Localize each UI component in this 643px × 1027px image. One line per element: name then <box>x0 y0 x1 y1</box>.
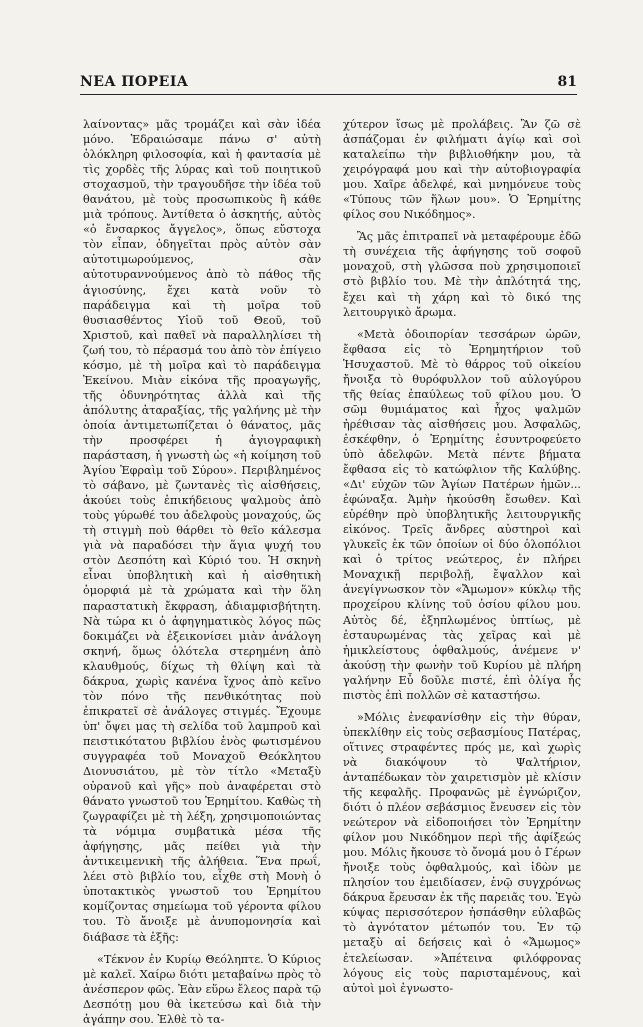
paragraph: χύτερον ἴσως μὲ προλάβεις. Ἂν ζῶ σὲ ἀσπάζομαι ἐν φιλήματι ἁγίῳ καὶ σοὶ καταλείπω τὴν βιβλιοθήκην μου, τὰ χειρόγραφά μου καὶ τὴν αὐτοβιογραφία μου. Χαῖρε ἀδελφέ, καὶ μνημόνευε τοὺς «Τύπους τῶν ἥλων μου». Ὁ Ἐρημίτης φίλος σου Νικόδημος». <box>343 118 581 222</box>
paragraph: Ἂς μᾶς ἐπιτραπεῖ νὰ μεταφέρουμε ἐδῶ τὴ συνέχεια τῆς ἀφήγησης τοῦ σοφοῦ μοναχοῦ, στὴ γλῶσσα ποὺ χρησιμοποιεῖ στὸ βιβλίο του. Μὲ τὴν ἁπλότητά της, ἔχει καὶ τὴ χάρη καὶ τὸ δικό της λειτουργικὸ ἄρωμα. <box>343 230 581 319</box>
right-column <box>343 117 581 997</box>
paragraph: λαίνοντας» μᾶς τρομάζει καὶ σὰν ἰδέα μόνο. Ἐδραιώσαμε πάνω σ' αὐτὴ ὁλόκληρη φιλοσοφία, καὶ ἡ φαντασία μὲ τὶς χορδὲς τῆς λύρας καὶ τοῦ ποιητικοῦ στοχασμοῦ, τὴν τραγουδῆσε τὴν ἰδέα τοῦ θανάτου, μὲ τοὺς προσωπικοὺς ἢ κάθε μιὰ τρόπους. Ἀντίθετα ὁ ἀσκητής, αὐτὸς «ὁ ἔνσαρκος ἄγγελος», ὅπως εὔστοχα τὸν εἶπαν, ὁδηγεῖται πρὸς αὐτὸν σὰν αὐτοτιμωρούμενος, σὰν αὐτοτυραννούμενος ἀπὸ τὸ πάθος τῆς ἁγιοσύνης, ἔχει κατὰ νοῦν τὸ παράδειγμα καὶ τὴ μοῖρα τοῦ θυσιασθέντος Υἱοῦ τοῦ Θεοῦ, τοῦ Χριστοῦ, καὶ παθεῖ νὰ παραλληλίσει τὴ ζωή του, τὸ πέρασμά του ἀπὸ τὸν ἐπίγειο κόσμο, μὲ τὴ μοῖρα καὶ τὸ παράδειγμα Ἐκείνου. Μιὰν εἰκόνα τῆς προαγωγῆς, τῆς ὀδυνηρότητας ἀλλὰ καὶ τῆς ἀπόλυτης ἀταραξίας, τῆς γαλήνης μὲ τὴν ὁποία ἀντιμετωπίζεται ὁ θάνατος, μᾶς τὴν προσφέρει ἡ ἁγιογραφικὴ παράσταση, ἡ γνωστὴ ὡς «ἡ κοίμηση τοῦ Ἁγίου Ἐφραὶμ τοῦ Σύρου». Περιβλημένος τὸ σάβανο, μὲ ζωντανὲς τὶς αἰσθήσεις, ἀκούει τοὺς ἐπικήδειους ψαλμοὺς ἀπὸ τοὺς γύρωθέ του ἀδελφοὺς μοναχούς, ὥς τὴ στιγμὴ ποὺ θάρθει τὸ θεῖο κάλεσμα γιὰ νὰ παραδόσει τὴν ἅγια ψυχή του στὸν Δεσπότη καὶ Κύριό του. Ἡ σκηνὴ εἶναι ὑποβλητικὴ καὶ ἡ αἰσθητικὴ ὁμορφιά μὲ τὰ χρώματα καὶ τὴν ὅλη παραστατικὴ ἔκφραση, ἀδιαμφισβήτητη. Νὰ τώρα κι ὁ ἀφηγηματικὸς λόγος πῶς δοκιμάζει νὰ ἐξεικονίσει μιὰν ἀνάλογη σκηνή, ὅμως ὁλότελα στερημένη ἀπὸ κλαυθμούς, δίχως τὴ θλίψη καὶ τὰ δάκρυα, χωρὶς κανένα ἴχνος ἀπὸ κεῖνο τὸν πόνο τῆς πενθικότητας ποὺ ἐπικρατεῖ σὲ ἀνάλογες στιγμές. Ἔχουμε ὑπ' ὄψει μας τὴ σελίδα τοῦ λαμπροῦ καὶ πειστικότατου βιβλίου ἑνὸς φωτισμένου συγγραφέα τοῦ Μοναχοῦ Θεόκλητου Διονυσιάτου, μὲ τὸν τίτλο «Μεταξὺ οὐρανοῦ καὶ γῆς» ποὺ ἀναφέρεται στὸ θάνατο γνωστοῦ του Ἐρημίτου. Καθὼς τὴ ζωγραφίζει μὲ τὴ λέξη, χρησιμοποιώντας τὰ νόμιμα συμβατικὰ μέσα τῆς ἀφήγησης, μᾶς πείθει γιὰ τὴν ἀντικειμενικὴ τῆς ἀλήθεια. Ἕνα πρωΐ, λέει στὸ βιβλίο του, εἶχθε στὴ Μονὴ ὁ ὑποτακτικὸς γνωστοῦ του Ἐρημίτου κομίζοντας σημείωμα τοῦ γέροντα φίλου του. Τὸ ἄνοιξε μὲ ἀνυπομονησία καὶ διάβασε τὰ ἑξῆς: <box>83 118 321 944</box>
paragraph: «Μετὰ ὁδοιπορίαν τεσσάρων ὡρῶν, ἔφθασα εἰς τὸ Ἐρημητήριον τοῦ Ἡσυχαστοῦ. Μὲ τὸ θάρρος τοῦ οἰκείου ἤνοιξα τὸ θυρόφυλλον τοῦ αὐλογύρου τῆς θείας ἐπαύλεως τοῦ φίλου μου. Ὁ σῶμ θυμιάματος καὶ ἦχος ψαλμῶν ἠρέθισαν τὰς αἰσθήσεις μου. Ἀσφαλῶς, ἐσκέφθην, ὁ Ἐρημίτης ἐσυντροφεύετο ὑπὸ ἀδελφῶν. Μετὰ πέντε βήματα ἔφθασα εἰς τὸ κατώφλιον τῆς Καλύβης. «Δι' εὐχῶν τῶν Ἁγίων Πατέρων ἡμῶν... ἐφώναξα. Ἀμὴν ἠκούσθη ἔσωθεν. Καὶ εὑρέθην πρὸ ὑποβλητικῆς λειτουργικῆς εἰκόνος. Τρεῖς ἄνδρες αὐστηροὶ καὶ γλυκεῖς ἐκ τῶν ὁποίων οἱ δύο ὁλοπόλιοι καὶ ὁ τρίτος νεώτερος, ἐν πλήρει Μοναχικῇ περιβολῇ, ἔψαλλον καὶ ἀνεγίγνωσκον τὸν «Ἄμωμον» κύκλῳ τῆς προχείρου κλίνης τοῦ ὁσίου φίλου μου. Αὐτὸς δέ, ἐξηπλωμένος ὑπτίως, μὲ ἐσταυρωμένας τὰς χεῖρας καὶ μὲ ἡμικλείστους ὀφθαλμούς, ἀνέμενε ν' ἀκούσῃ τὴν φωνὴν τοῦ Κυρίου μὲ πλήρη γαλήνην Εὖ δοῦλε πιστέ, ἐπὶ ὀλίγα ἧς πιστὸς ἐπὶ πολλῶν σὲ καταστήσω. <box>343 327 581 702</box>
running-header <box>80 72 577 95</box>
paragraph: »Μόλις ἐνεφανίσθην εἰς τὴν θύραν, ὑπεκλίθην εἰς τοὺς σεβασμίους Πατέρας, οἵτινες στραφέντες πρός με, καὶ χωρὶς νὰ διακόψουν τὸ Ψαλτήριον, ἀνταπέδωκαν τὸν χαιρετισμὸν μὲ κλίσιν τῆς κεφαλῆς. Προφανῶς μὲ ἐγνώριζον, διότι ὁ πλέον σεβάσμιος ἔνευσεν εἰς τὸν νεώτερον νὰ εἰδοποιήσει τὸν Ἐρημίτην φίλον μου Νικόδημον περὶ τῆς ἀφίξεώς μου. Μόλις ἤκουσε τὸ ὄνομά μου ὁ Γέρων ἤνοιξε τοὺς ὀφθαλμούς, καὶ ἰδὼν με πλησίον του ἐμειδίασεν, ἐνῷ συγχρόνως δάκρυα ἔρευσαν ἐκ τῆς παρειᾶς του. Ἐγὼ κύψας περισσότερον ἠσπάσθην εὐλαβῶς τὸ ἀγνότατον μέτωπόν του. Ἐν τῷ μεταξὺ αἱ δεήσεις καὶ ὁ «Ἄμωμος» ἐτελείωσαν. »Ἀπέτεινα φιλόφρονας λόγους εἰς τοὺς παρισταμένους, καὶ αὐτοὶ μοὶ ἐγνωστο- <box>343 710 581 995</box>
page-number: 81 <box>557 74 577 90</box>
paragraph: «Τέκνον ἐν Κυρίῳ Θεόληπτε. Ὁ Κύριος μὲ καλεῖ. Χαίρω διότι μεταβαίνω πρὸς τὸ ἀνέσπερον φῶς. Ἐὰν εὕρω ἔλεος παρὰ τῷ Δεσπότῃ μου θὰ ἱκετεύσω καὶ διὰ τὴν ἀγάπην σου. Ἐλθὲ τὸ τα- <box>83 952 321 1026</box>
journal-title: ΝΕΑ ΠΟΡΕΙΑ <box>80 74 189 90</box>
left-column <box>83 117 321 1026</box>
